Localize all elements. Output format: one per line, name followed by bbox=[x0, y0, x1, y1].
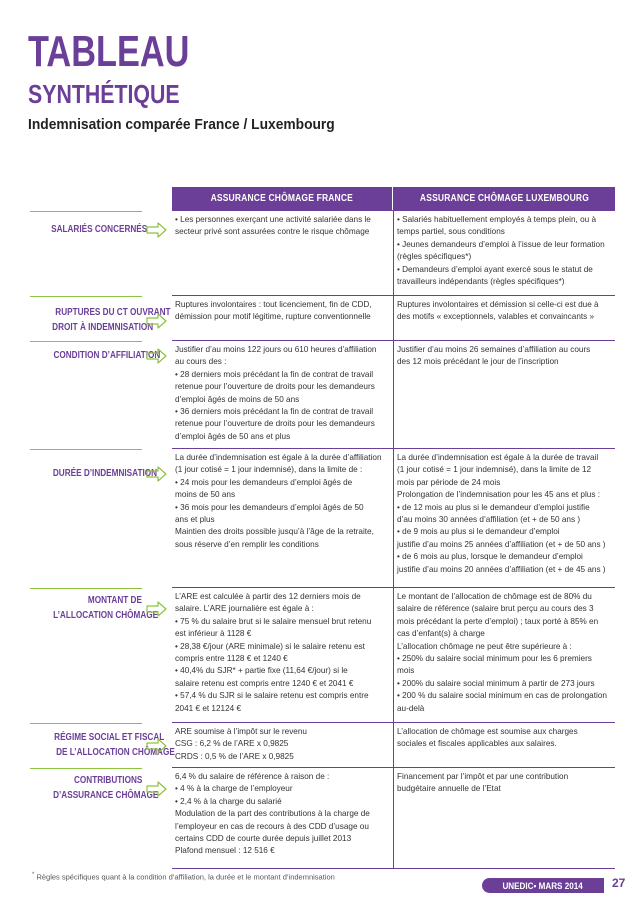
france-line: démission pour motif légitime, rupture conventionnelle bbox=[175, 312, 371, 322]
luxembourg-line: • de 9 mois au plus si le demandeur d’emploi bbox=[397, 527, 560, 537]
luxembourg-line: justifie d’au moins 25 années d’affiliation (et + de 50 ans ) bbox=[397, 539, 606, 549]
france-line: Justifier d’au moins 122 jours ou 610 heures d’affiliation bbox=[175, 345, 377, 354]
france-line: (1 jour cotisé = 1 jour indemnisé), dans la limite de : bbox=[175, 465, 363, 475]
cell-luxembourg bbox=[393, 211, 615, 295]
luxembourg-line: • Demandeurs d’emploi ayant exercé sous le statut de bbox=[397, 264, 593, 274]
cell-luxembourg bbox=[393, 341, 615, 448]
cell-france bbox=[172, 768, 392, 868]
luxembourg-line: (règles spécifiques*) bbox=[397, 252, 472, 262]
luxembourg-line: Ruptures involontaires et démission si celle-ci est due à bbox=[397, 300, 599, 309]
luxembourg-line: • Salariés habituellement employés à temps plein, ou à bbox=[397, 215, 597, 224]
france-line: certains CDD de courte durée depuis juillet 2013 bbox=[175, 834, 352, 844]
cell-luxembourg bbox=[393, 768, 615, 868]
luxembourg-line: La durée d’indemnisation est égale à la durée de travail bbox=[397, 453, 599, 462]
column-header-france: ASSURANCE CHÔMAGE FRANCE bbox=[172, 187, 392, 210]
luxembourg-line: mois précédant la perte d’emploi) ; taux porté à 85% en bbox=[397, 616, 599, 626]
france-line: • 28,38 €/jour (ARE minimale) si le salaire retenu est bbox=[175, 641, 365, 651]
cell-luxembourg bbox=[393, 449, 615, 587]
france-line: • 28 derniers mois précédant la fin de contrat de travail bbox=[175, 369, 374, 379]
table-row bbox=[172, 341, 615, 449]
luxembourg-line: L’allocation chômage ne peut être supérieure à : bbox=[397, 641, 572, 651]
luxembourg-line: (1 jour cotisé = 1 jour indemnisé), dans la limite de 12 bbox=[397, 465, 592, 475]
france-line: Maintien des droits possible jusqu’à l’âge de la retraite, bbox=[175, 527, 374, 537]
row-label bbox=[30, 730, 175, 760]
france-line: 6,4 % du salaire de référence à raison de : bbox=[175, 772, 330, 781]
luxembourg-line: • Jeunes demandeurs d’emploi à l’issue de leur formation bbox=[397, 239, 605, 249]
france-line: • 36 derniers mois précédant la fin de contrat de travail bbox=[175, 407, 374, 417]
france-line: 2041 € et 12124 € bbox=[175, 703, 242, 713]
row-label-line: CONTRIBUTIONS bbox=[73, 775, 142, 786]
france-line: • 40,4% du SJR* + partie fixe (11,64 €/jour) si le bbox=[175, 666, 348, 676]
france-line: est inférieur à 1128 € bbox=[175, 629, 252, 639]
row-label-line: DE L’ALLOCATION CHÔMAGE bbox=[56, 747, 175, 758]
page-number: 27 bbox=[612, 876, 626, 890]
page-title-line2: SYNTHÉTIQUE bbox=[28, 79, 180, 109]
france-line: • 24 mois pour les demandeurs d’emploi âgés de bbox=[175, 477, 353, 487]
france-line: • 36 mois pour les demandeurs d’emploi âgés de 50 bbox=[175, 502, 364, 512]
page-title: TABLEAU bbox=[28, 27, 190, 76]
france-line: sous réserve d’en remplir les conditions bbox=[175, 539, 319, 549]
footnote: * Règles spécifiques quant à la condition d’affiliation, la durée et le montant d’indemnisation bbox=[32, 872, 335, 882]
row-separator bbox=[30, 296, 142, 297]
luxembourg-line: justifie d’au moins 20 années d’affiliation (et + de 45 ans ) bbox=[397, 564, 606, 574]
france-line: CSG : 6,2 % de l’ARE x 0,9825 bbox=[175, 739, 289, 749]
france-line: retenue pour l’ouverture de droits pour les demandeurs bbox=[175, 382, 375, 392]
france-line: au cours des : bbox=[175, 357, 227, 367]
luxembourg-line: • de 6 mois au plus, lorsque le demandeur d’emploi bbox=[397, 552, 583, 562]
row-label-line: RUPTURES DU CT OUVRANT bbox=[55, 307, 171, 318]
luxembourg-line: des motifs « exceptionnels, valables et convaincants » bbox=[397, 312, 595, 322]
france-line: l’employeur en cas de recours à des CDD d’usage ou bbox=[175, 821, 369, 831]
table-row bbox=[172, 723, 615, 768]
cell-france bbox=[172, 723, 392, 767]
row-label-line: SALARIÉS CONCERNÉS bbox=[51, 224, 148, 235]
france-line: CRDS : 0,5 % de l’ARE x 0,9825 bbox=[175, 751, 294, 761]
arrow-right-icon bbox=[146, 466, 168, 482]
luxembourg-line: cas d’enfant(s) à charge bbox=[397, 629, 485, 639]
france-line: retenue pour l’ouverture de droits pour les demandeurs bbox=[175, 419, 375, 429]
arrow-right-icon bbox=[146, 348, 168, 364]
france-line: • 75 % du salaire brut si le salaire mensuel brut retenu bbox=[175, 616, 372, 626]
luxembourg-line: des 12 mois précédant le jour de l’inscription bbox=[397, 357, 559, 367]
luxembourg-line: sociales et fiscales applicables aux salaires. bbox=[397, 739, 557, 749]
row-label-line: DROIT À INDEMNISATION bbox=[52, 322, 154, 333]
france-line: salaire. L’ARE journalière est égale à : bbox=[175, 604, 314, 614]
row-separator bbox=[30, 449, 142, 450]
luxembourg-line: Prolongation de l’indemnisation pour les 45 ans et plus : bbox=[397, 490, 600, 500]
cell-luxembourg bbox=[393, 588, 615, 722]
table-row bbox=[172, 449, 615, 588]
row-label-line: D’ASSURANCE CHÔMAGE bbox=[53, 790, 159, 801]
footer-badge: UNEDIC• MARS 2014 bbox=[482, 878, 604, 893]
france-line: salaire retenu est compris entre 1240 € et 2041 € bbox=[175, 678, 354, 688]
cell-france bbox=[172, 211, 392, 295]
column-header-luxembourg: ASSURANCE CHÔMAGE LUXEMBOURG bbox=[393, 187, 615, 210]
france-line: L’ARE est calculée à partir des 12 derniers mois de bbox=[175, 592, 361, 601]
row-label bbox=[30, 466, 158, 481]
france-line: Plafond mensuel : 12 516 € bbox=[175, 846, 275, 856]
arrow-right-icon bbox=[146, 313, 168, 329]
luxembourg-line: travailleurs indépendants (règles spécifiques*) bbox=[397, 277, 565, 287]
row-separator bbox=[30, 211, 142, 212]
france-line: d’emploi âgés de moins de 50 ans bbox=[175, 394, 300, 404]
row-label bbox=[30, 773, 159, 803]
france-line: • 4 % à la charge de l’employeur bbox=[175, 784, 293, 794]
luxembourg-line: Financement par l’impôt et par une contribution bbox=[397, 772, 569, 781]
comparison-table bbox=[172, 210, 615, 856]
luxembourg-line: • de 12 mois au plus si le demandeur d’emploi justifie bbox=[397, 502, 590, 512]
luxembourg-line: salaire de référence (salaire brut perçu au cours des 3 bbox=[397, 604, 594, 614]
luxembourg-line: d’au moins 30 années d’affiliation (et + de 50 ans ) bbox=[397, 515, 581, 525]
france-line: La durée d’indemnisation est égale à la durée d’affiliation bbox=[175, 453, 382, 462]
row-label-line: L’ALLOCATION CHÔMAGE bbox=[53, 610, 159, 621]
row-label-line: RÉGIME SOCIAL ET FISCAL bbox=[54, 732, 165, 743]
row-separator bbox=[30, 588, 142, 589]
france-line: Ruptures involontaires : tout licenciement, fin de CDD, bbox=[175, 300, 372, 309]
cell-france bbox=[172, 449, 392, 587]
row-label bbox=[30, 348, 161, 363]
table-row bbox=[172, 296, 615, 341]
row-separator bbox=[30, 768, 142, 769]
luxembourg-line: temps partiel, sous conditions bbox=[397, 227, 505, 237]
france-line: d’emploi âgés de 50 ans et plus bbox=[175, 431, 291, 441]
row-label bbox=[30, 305, 171, 335]
luxembourg-line: mois par période de 24 mois bbox=[397, 477, 501, 487]
row-label-line: MONTANT DE bbox=[87, 595, 142, 606]
luxembourg-line: • 250% du salaire social minimum pour les 6 premiers bbox=[397, 654, 592, 664]
cell-luxembourg bbox=[393, 723, 615, 767]
row-label-line: CONDITION D’AFFILIATION bbox=[53, 350, 161, 361]
france-line: moins de 50 ans bbox=[175, 490, 236, 500]
luxembourg-line: Justifier d’au moins 26 semaines d’affiliation au cours bbox=[397, 345, 591, 354]
france-line: compris entre 1128 € et 1240 € bbox=[175, 654, 288, 664]
luxembourg-line: • 200 % du salaire social minimum en cas de prolongation bbox=[397, 691, 607, 701]
cell-luxembourg bbox=[393, 296, 615, 340]
table-row bbox=[172, 768, 615, 869]
luxembourg-line: mois bbox=[397, 666, 415, 676]
arrow-right-icon bbox=[146, 738, 168, 754]
france-line: Modulation de la part des contributions à la charge de bbox=[175, 809, 370, 819]
page-subtitle: Indemnisation comparée France / Luxembourg bbox=[28, 116, 335, 133]
table-row bbox=[172, 588, 615, 723]
arrow-right-icon bbox=[146, 601, 168, 617]
luxembourg-line: • 200% du salaire social minimum à partir de 273 jours bbox=[397, 678, 595, 688]
luxembourg-line: L’allocation de chômage est soumise aux charges bbox=[397, 727, 578, 736]
france-line: • 2,4 % à la charge du salarié bbox=[175, 796, 282, 806]
arrow-right-icon bbox=[146, 781, 168, 797]
row-label bbox=[30, 593, 159, 623]
cell-france bbox=[172, 341, 392, 448]
cell-france bbox=[172, 296, 392, 340]
cell-france bbox=[172, 588, 392, 722]
luxembourg-line: Le montant de l’allocation de chômage est de 80% du bbox=[397, 592, 592, 601]
france-line: • Les personnes exerçant une activité salariée dans le bbox=[175, 215, 371, 224]
luxembourg-line: au-delà bbox=[397, 703, 425, 713]
table-row bbox=[172, 211, 615, 296]
france-line: secteur privé sont assurées contre le risque chômage bbox=[175, 227, 370, 237]
france-line: • 57,4 % du SJR si le salaire retenu est compris entre bbox=[175, 691, 369, 701]
france-line: ans et plus bbox=[175, 515, 215, 525]
row-separator bbox=[30, 341, 142, 342]
row-label-line: DURÉE D’INDEMNISATION bbox=[52, 468, 158, 479]
luxembourg-line: budgétaire annuelle de l’Etat bbox=[397, 784, 501, 794]
row-label bbox=[30, 222, 148, 237]
arrow-right-icon bbox=[146, 222, 168, 238]
france-line: ARE soumise à l’impôt sur le revenu bbox=[175, 727, 307, 736]
row-separator bbox=[30, 723, 142, 724]
